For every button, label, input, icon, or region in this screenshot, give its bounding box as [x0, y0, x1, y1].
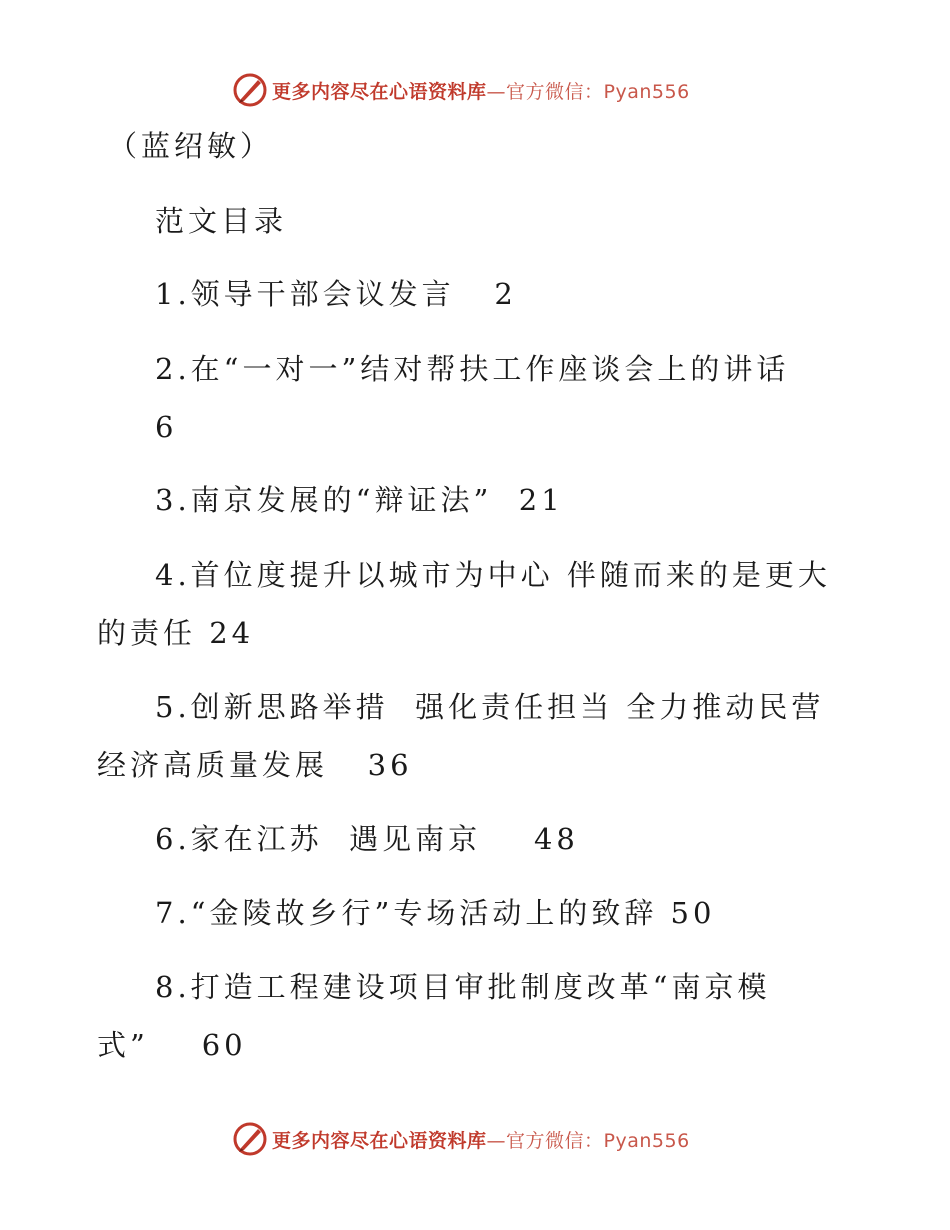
- toc-item-5-cont: 经济高质量发展 36: [97, 748, 413, 782]
- author-line: （蓝绍敏）: [108, 129, 274, 163]
- toc-item-2-page: 6: [155, 410, 178, 444]
- toc-item-2: 2.在“一对一”结对帮扶工作座谈会上的讲话: [155, 352, 790, 386]
- watermark-header: [232, 72, 690, 108]
- watermark-brand: 更多内容尽在心语资料库: [272, 80, 487, 103]
- toc-item-7: 7.“金陵故乡行”专场活动上的致辞 50: [155, 896, 716, 930]
- quill-logo-icon: [232, 72, 268, 108]
- quill-logo-icon: [232, 1121, 268, 1157]
- toc-item-4-cont: 的责任 24: [97, 616, 255, 650]
- toc-item-8: 8.打造工程建设项目审批制度改革“南京模: [155, 970, 771, 1004]
- toc-item-5: 5.创新思路举措 强化责任担当 全力推动民营: [155, 690, 825, 724]
- watermark-text: [272, 1126, 690, 1153]
- watermark-brand: 更多内容尽在心语资料库: [272, 1129, 487, 1152]
- toc-title: 范文目录: [155, 204, 288, 238]
- toc-item-8-cont: 式” 60: [97, 1028, 247, 1062]
- watermark-suffix: —官方微信：Pyan556: [486, 1129, 690, 1152]
- watermark-footer: [232, 1121, 690, 1157]
- toc-item-3: 3.南京发展的“辩证法” 21: [155, 483, 564, 517]
- watermark-text: [272, 77, 690, 104]
- toc-item-1: 1.领导干部会议发言 2: [155, 277, 517, 311]
- toc-item-6: 6.家在江苏 遇见南京 48: [155, 822, 579, 856]
- watermark-suffix: —官方微信：Pyan556: [486, 80, 690, 103]
- toc-item-4: 4.首位度提升以城市为中心 伴随而来的是更大: [155, 558, 831, 592]
